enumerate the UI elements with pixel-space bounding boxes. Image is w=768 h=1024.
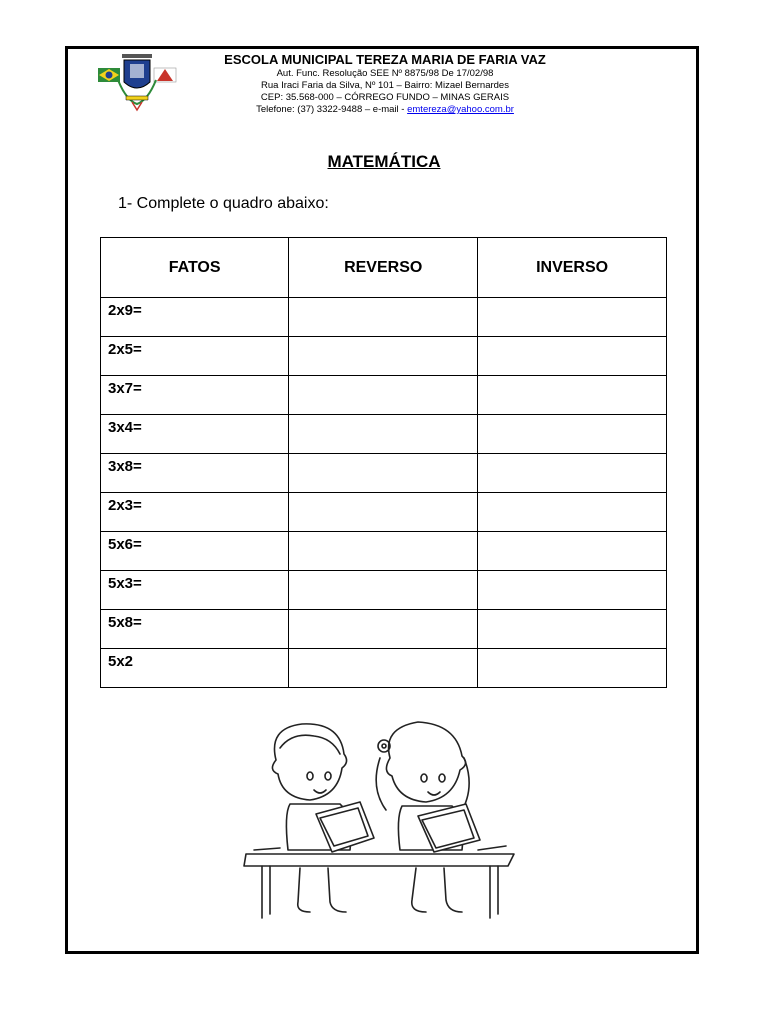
table-row: [101, 376, 667, 415]
fact-cell: 3x7=: [101, 376, 289, 415]
inverse-answer-cell[interactable]: [478, 298, 667, 337]
fact-cell: 2x5=: [101, 337, 289, 376]
subject-title: MATEMÁTICA: [327, 152, 441, 171]
fact-cell: 5x2: [101, 649, 289, 688]
email-link[interactable]: emtereza@yahoo.com.br: [407, 103, 514, 115]
table-row: [101, 571, 667, 610]
inverse-answer-cell[interactable]: [478, 493, 667, 532]
inverse-answer-cell[interactable]: [478, 571, 667, 610]
inverse-answer-cell[interactable]: [478, 610, 667, 649]
contact-line: [180, 104, 590, 116]
reverse-answer-cell[interactable]: [289, 454, 478, 493]
reverse-answer-cell[interactable]: [289, 493, 478, 532]
reverse-answer-cell[interactable]: [289, 376, 478, 415]
fact-cell: 2x9=: [101, 298, 289, 337]
fact-cell: 5x6=: [101, 532, 289, 571]
minas-flag-icon: [154, 68, 176, 82]
inverse-answer-cell[interactable]: [478, 454, 667, 493]
reverse-answer-cell[interactable]: [289, 532, 478, 571]
table-row: [101, 454, 667, 493]
girl-figure: [376, 722, 480, 912]
inverse-answer-cell[interactable]: [478, 649, 667, 688]
inverse-answer-cell[interactable]: [478, 415, 667, 454]
children-reading-illustration-icon: [240, 718, 520, 924]
fact-cell: 5x8=: [101, 610, 289, 649]
table-row: [101, 532, 667, 571]
brazil-flag-icon: [98, 68, 120, 82]
inverse-answer-cell[interactable]: [478, 337, 667, 376]
reverse-answer-cell[interactable]: [289, 298, 478, 337]
reverse-answer-cell[interactable]: [289, 415, 478, 454]
column-header-inverso: INVERSO: [478, 238, 667, 298]
phone-text: Telefone: (37) 3322-9488 – e-mail -: [256, 103, 408, 115]
table-row: [101, 493, 667, 532]
fact-cell: 2x3=: [101, 493, 289, 532]
inverse-answer-cell[interactable]: [478, 376, 667, 415]
facts-table: [100, 237, 667, 688]
table-row: [101, 610, 667, 649]
fact-cell: 3x4=: [101, 415, 289, 454]
boy-figure: [272, 724, 374, 912]
address-line: Rua Iraci Faria da Silva, Nº 101 – Bairro: Mizael Bernardes: [261, 80, 509, 92]
reverse-answer-cell[interactable]: [289, 337, 478, 376]
instruction-text: 1- Complete o quadro abaixo:: [118, 195, 329, 212]
table-row: [101, 415, 667, 454]
table-row: [101, 649, 667, 688]
reverse-answer-cell[interactable]: [289, 571, 478, 610]
column-header-fatos: FATOS: [101, 238, 289, 298]
municipal-crest-icon: [96, 50, 178, 112]
school-name: ESCOLA MUNICIPAL TEREZA MARIA DE FARIA VAZ: [224, 52, 546, 67]
reverse-answer-cell[interactable]: [289, 610, 478, 649]
fact-cell: 3x8=: [101, 454, 289, 493]
cep-line: CEP: 35.568-000 – CÓRREGO FUNDO – MINAS GERAIS: [260, 92, 510, 103]
fact-cell: 5x3=: [101, 571, 289, 610]
school-header: [180, 52, 590, 116]
authorization-line: Aut. Func. Resolução SEE Nº 8875/98 De 17/02/98: [276, 68, 494, 80]
reverse-answer-cell[interactable]: [289, 649, 478, 688]
inverse-answer-cell[interactable]: [478, 532, 667, 571]
table-row: [101, 337, 667, 376]
table-header-row: [101, 238, 667, 298]
table-row: [101, 298, 667, 337]
column-header-reverso: REVERSO: [289, 238, 478, 298]
